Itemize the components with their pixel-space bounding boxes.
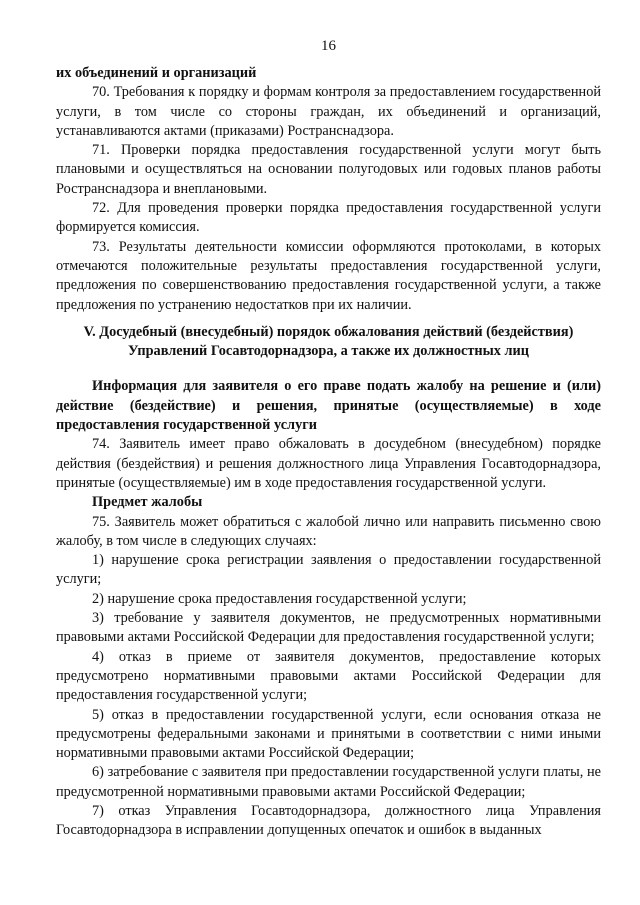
paragraph-70: 70. Требования к порядку и формам контроля за предоставлением государственной услуги, в том числе со стороны граждан, их объединений и организаций, устанавливаются актами (приказами) Ространснадзора. bbox=[56, 84, 601, 139]
case-item-6: 6) затребование с заявителя при предоставлении государственной услуги платы, не предусмотренной нормативными правовыми актами Российской Федерации; bbox=[56, 764, 601, 800]
page-number: 16 bbox=[321, 38, 336, 54]
info-heading: Информация для заявителя о его праве подать жалобу на решение и (или) действие (бездействие) и решения, принятые (осуществляемые) в ходе предоставления государственной услуги bbox=[56, 378, 601, 434]
paragraph-71: 71. Проверки порядка предоставления государственной услуги могут быть плановыми и осуществляться на основании полугодовых или годовых планов работы Ространснадзора и внеплановыми. bbox=[56, 142, 601, 197]
paragraph-75: 75. Заявитель может обратиться с жалобой лично или направить письменно свою жалобу, в том числе в следующих случаях: bbox=[56, 513, 601, 549]
paragraph-73: 73. Результаты деятельности комиссии оформляются протоколами, в которых отмечаются положительные результаты предоставления государственной услуги, предложения по совершенствованию предоставления государственной услуги, а также предложения по устранению недостатков при их наличии. bbox=[56, 238, 601, 313]
subject-heading: Предмет жалобы bbox=[92, 494, 203, 511]
continuation-heading: их объединений и организаций bbox=[56, 65, 257, 81]
case-item-5: 5) отказ в предоставлении государственной услуги, если основания отказа не предусмотрены федеральными законами и принятыми в соответствии с ними иными нормативными правовыми актами Российской Федерации; bbox=[56, 706, 601, 762]
paragraph-72: 72. Для проведения проверки порядка предоставления государственной услуги формируется комиссия. bbox=[56, 200, 601, 236]
section-title: V. Досудебный (внесудебный) порядок обжалования действий (бездействия) Управлений Госавтодорнадзора, а также их должностных лиц bbox=[83, 323, 574, 360]
case-item-4: 4) отказ в приеме от заявителя документов, предоставление которых предусмотрено нормативными правовыми актами Российской Федерации для предоставления государственной услуги; bbox=[56, 648, 601, 704]
document-page bbox=[56, 36, 601, 841]
case-item-1: 1) нарушение срока регистрации заявления о предоставлении государственной услуги; bbox=[56, 552, 601, 588]
paragraph-74: 74. Заявитель имеет право обжаловать в досудебном (внесудебном) порядке действия (бездействия) и решения должностного лица Управления Госавтодорнадзора, принятые (осуществляемые) им в ходе предоставления государственной услуги. bbox=[56, 436, 601, 491]
case-item-7: 7) отказ Управления Госавтодорнадзора, должностного лица Управления Госавтодорнадзора в исправлении допущенных опечаток и ошибок в выданных bbox=[56, 802, 601, 839]
case-item-3: 3) требование у заявителя документов, не предусмотренных нормативными правовыми актами Российской Федерации для предоставления государственной услуги; bbox=[56, 610, 601, 646]
case-item-2: 2) нарушение срока предоставления государственной услуги; bbox=[92, 590, 467, 607]
